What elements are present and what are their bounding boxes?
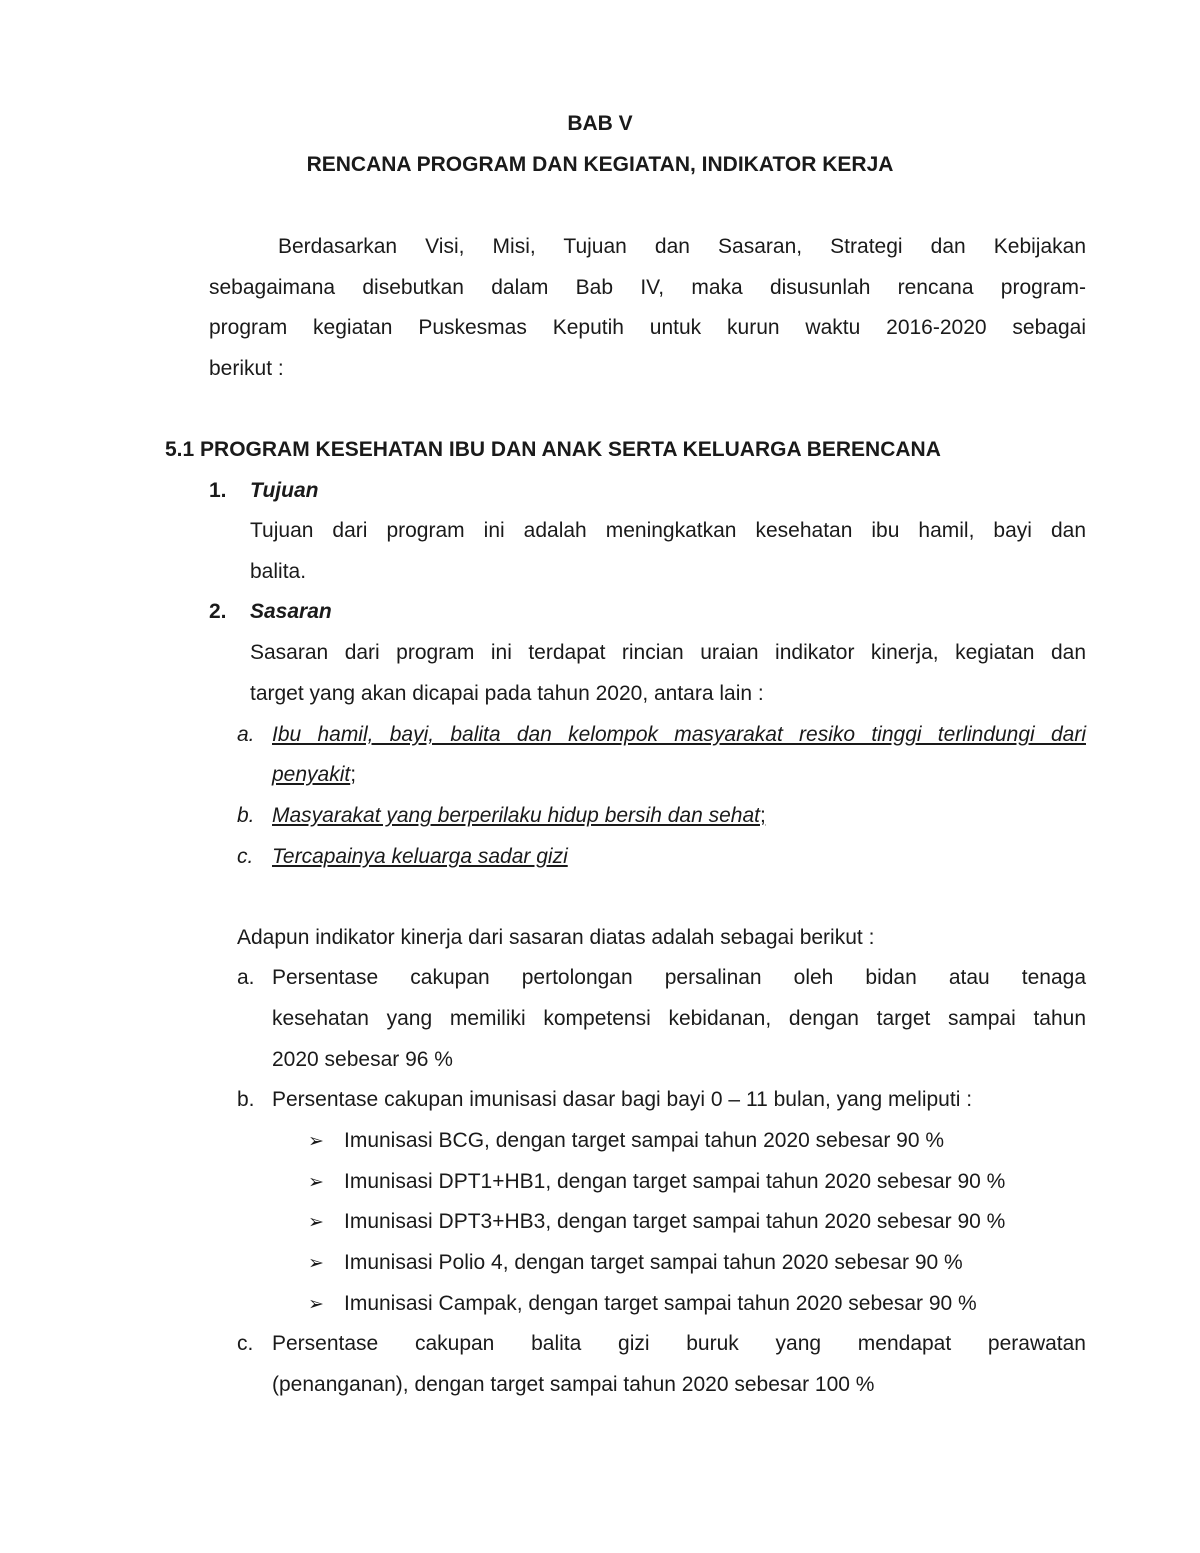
target-marker-a: a. [237, 723, 255, 746]
indicator-b-line-1: Persentase cakupan imunisasi dasar bagi bayi 0 – 11 bulan, yang meliputi : [272, 1088, 973, 1111]
target-b-suffix: ; [759, 804, 766, 827]
target-b-line-1: Masyarakat yang berperilaku hidup bersih dan sehat [272, 804, 760, 827]
indicator-intro: Adapun indikator kinerja dari sasaran diatas adalah sebagai berikut : [237, 926, 875, 949]
indicator-a-line-1: Persentase cakupan pertolongan persalinan oleh bidan atau tenaga [272, 966, 1086, 989]
sasaran-line-1: Sasaran dari program ini terdapat rincian uraian indikator kinerja, kegiatan dan [250, 641, 1086, 664]
target-c-line-1: Tercapainya keluarga sadar gizi [272, 845, 568, 868]
item-number-1: 1. [209, 479, 227, 502]
bullet-arrow-icon: ➢ [308, 1130, 324, 1152]
target-a-line-1: Ibu hamil, bayi, balita dan kelompok masyarakat resiko tinggi terlindungi dari [272, 723, 1086, 746]
chapter-label: BAB V [567, 112, 633, 135]
indicator-c-line-1: Persentase cakupan balita gizi buruk yang mendapat perawatan [272, 1332, 1086, 1355]
indicator-a-line-2: kesehatan yang memiliki kompetensi kebidanan, dengan target sampai tahun [272, 1007, 1086, 1030]
target-a-line-2: penyakit [272, 763, 351, 786]
intro-line-1: Berdasarkan Visi, Misi, Tujuan dan Sasaran, Strategi dan Kebijakan [278, 235, 1086, 258]
bullet-item-dpt1: Imunisasi DPT1+HB1, dengan target sampai tahun 2020 sebesar 90 % [344, 1170, 1006, 1193]
indicator-c-line-2: (penanganan), dengan target sampai tahun 2020 sebesar 100 % [272, 1373, 875, 1396]
intro-line-4: berikut : [209, 357, 284, 380]
item-number-2: 2. [209, 600, 227, 623]
bullet-arrow-icon: ➢ [308, 1293, 324, 1315]
target-a-suffix: ; [350, 763, 357, 786]
item-title-sasaran: Sasaran [250, 600, 332, 623]
tujuan-line-2: balita. [250, 560, 307, 583]
sasaran-line-2: target yang akan dicapai pada tahun 2020, antara lain : [250, 682, 764, 705]
chapter-title: RENCANA PROGRAM DAN KEGIATAN, INDIKATOR KERJA [306, 153, 894, 176]
section-heading: 5.1 PROGRAM KESEHATAN IBU DAN ANAK SERTA KELUARGA BERENCANA [165, 438, 941, 461]
item-title-tujuan: Tujuan [250, 479, 319, 502]
bullet-item-dpt3: Imunisasi DPT3+HB3, dengan target sampai tahun 2020 sebesar 90 % [344, 1210, 1006, 1233]
indicator-marker-c: c. [237, 1332, 254, 1355]
intro-line-3: program kegiatan Puskesmas Keputih untuk kurun waktu 2016-2020 sebagai [209, 316, 1086, 339]
indicator-a-line-3: 2020 sebesar 96 % [272, 1048, 453, 1071]
bullet-item-campak: Imunisasi Campak, dengan target sampai tahun 2020 sebesar 90 % [344, 1292, 977, 1315]
indicator-marker-a: a. [237, 966, 255, 989]
target-b-wrap [272, 802, 766, 830]
tujuan-line-1: Tujuan dari program ini adalah meningkatkan kesehatan ibu hamil, bayi dan [250, 519, 1086, 542]
bullet-arrow-icon: ➢ [308, 1252, 324, 1274]
bullet-arrow-icon: ➢ [308, 1211, 324, 1233]
indicator-marker-b: b. [237, 1088, 255, 1111]
target-marker-c: c. [237, 845, 254, 868]
bullet-item-polio: Imunisasi Polio 4, dengan target sampai tahun 2020 sebesar 90 % [344, 1251, 963, 1274]
target-marker-b: b. [237, 804, 255, 827]
target-a-line-2-wrap [272, 761, 356, 789]
intro-line-2: sebagaimana disebutkan dalam Bab IV, maka disusunlah rencana program- [209, 276, 1086, 299]
bullet-item-bcg: Imunisasi BCG, dengan target sampai tahun 2020 sebesar 90 % [344, 1129, 945, 1152]
bullet-arrow-icon: ➢ [308, 1171, 324, 1193]
